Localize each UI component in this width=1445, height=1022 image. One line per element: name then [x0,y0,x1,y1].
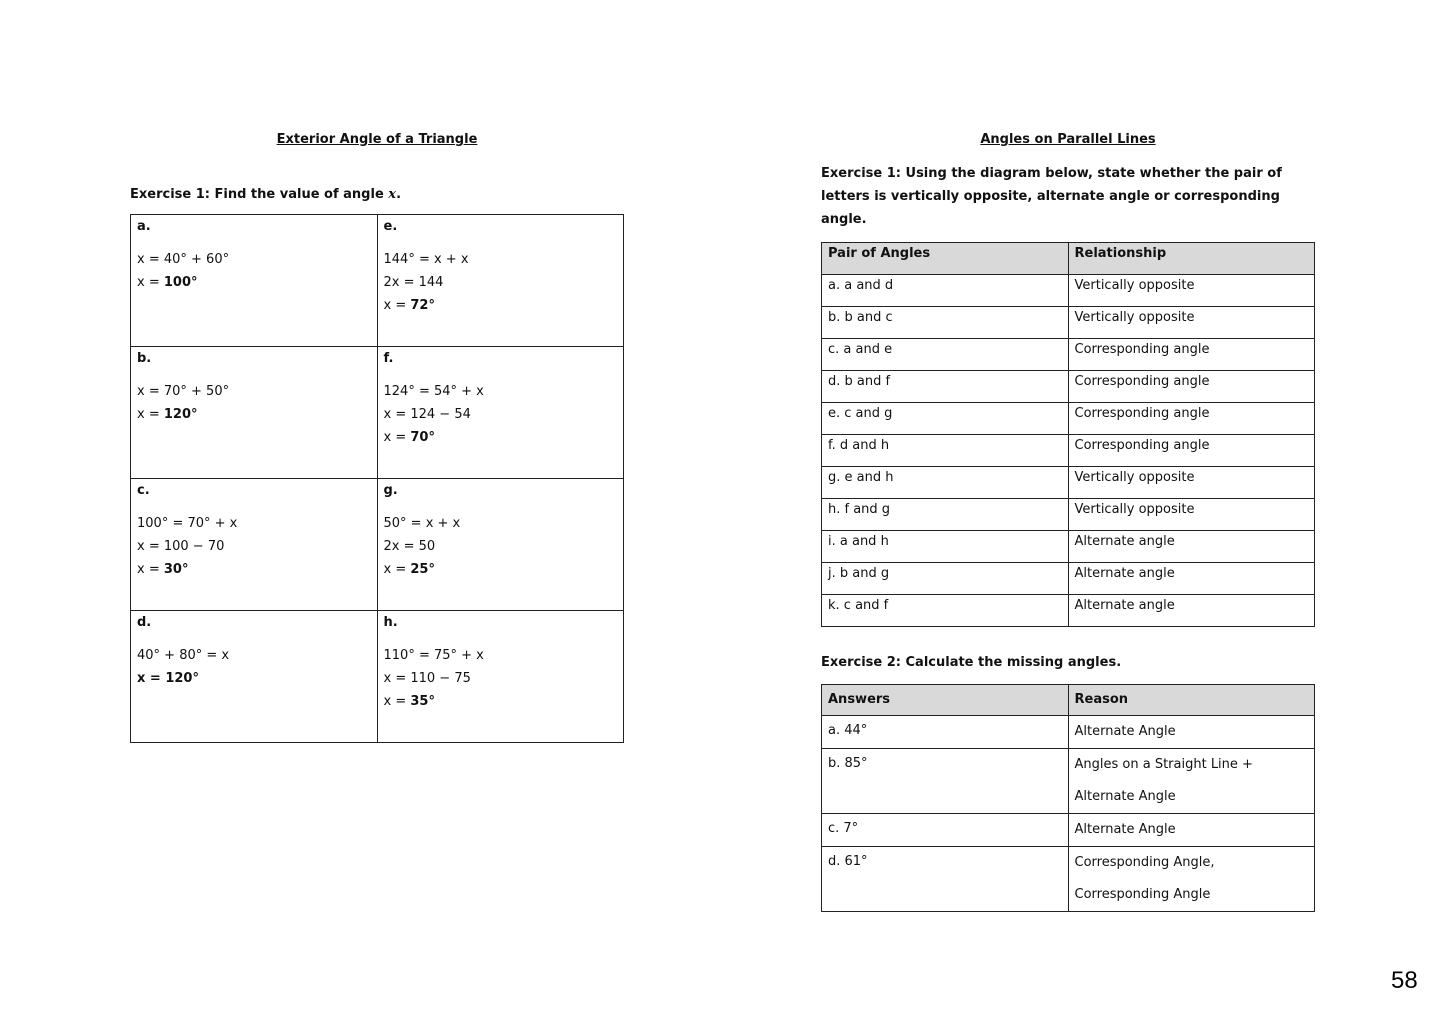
pair-cell: g. e and h [822,467,1069,499]
solution-cell [377,347,624,479]
table-row [822,716,1315,749]
solution-line: 144° = x + x [383,252,469,267]
solution-line: x = 70° + 50° [137,384,230,399]
solution-label: f. [383,351,394,366]
solution-answer: 70° [410,430,435,445]
solution-line [384,690,618,713]
solution-cell [377,611,624,743]
grid-row [131,215,624,347]
solution-answer: 35° [410,694,435,709]
grid-row [131,347,624,479]
reason-cell: Alternate Angle [1068,814,1315,847]
solution-cell [131,479,378,611]
table-row [822,307,1315,339]
solution-answer: 30° [163,562,189,577]
pair-cell: i. a and h [822,531,1069,563]
solution-line [384,558,618,581]
pair-cell: d. b and f [822,371,1069,403]
solution-cell [131,611,378,743]
solution-line: 50° = x + x [383,516,461,531]
solution-cell [377,215,624,347]
solution-line: x = 124 − 54 [383,407,471,422]
solution-label: e. [383,219,398,234]
table-row [822,749,1315,814]
answer-cell: b. 85° [822,749,1069,814]
solution-prefix: x = [383,298,411,313]
table-header-row [822,243,1315,275]
column-header: Relationship [1068,243,1315,275]
missing-angles-table [821,684,1315,912]
pair-cell: a. a and d [822,275,1069,307]
solution-line [384,426,618,449]
solution-cell [131,347,378,479]
pair-cell: h. f and g [822,499,1069,531]
solution-label: d. [137,615,152,630]
solution-line: x = 100 − 70 [137,539,225,554]
reason-cell: Angles on a Straight Line + Alternate Angle [1068,749,1315,814]
pair-cell: k. c and f [822,595,1069,627]
solution-prefix: x = [383,562,411,577]
solution-line [137,271,371,294]
grid-row [131,479,624,611]
solution-prefix: x = [137,275,164,290]
angle-relationship-table [821,242,1315,627]
solution-line: 124° = 54° + x [383,384,484,399]
column-header: Reason [1068,685,1315,716]
table-row [822,595,1315,627]
table-header-row [822,685,1315,716]
solution-line: x = 110 − 75 [383,671,471,686]
reason-cell: Alternate Angle [1068,716,1315,749]
pair-cell: c. a and e [822,339,1069,371]
solution-answer: 72° [410,298,435,313]
solution-line [384,294,618,317]
pair-cell: e. c and g [822,403,1069,435]
table-row [822,435,1315,467]
pair-cell: f. d and h [822,435,1069,467]
solution-line: x = 40° + 60° [137,252,230,267]
left-page-title: Exterior Angle of a Triangle [276,132,478,147]
left-exercise1-instruction: Exercise 1: Find the value of angle x. [130,187,402,202]
solution-line: 2x = 144 [383,275,444,290]
relationship-cell: Vertically opposite [1068,499,1315,531]
solution-answer: 100° [163,275,198,290]
answer-cell: a. 44° [822,716,1069,749]
right-page-title: Angles on Parallel Lines [980,132,1156,147]
table-row [822,403,1315,435]
table-row [822,371,1315,403]
table-row [822,531,1315,563]
reason-cell: Corresponding Angle, Corresponding Angle [1068,847,1315,912]
solution-cell [131,215,378,347]
solution-line [137,667,371,690]
solution-line: 100° = 70° + x [137,516,238,531]
solution-cell [377,479,624,611]
relationship-cell: Corresponding angle [1068,339,1315,371]
table-row [822,339,1315,371]
solution-line [137,558,371,581]
solution-label: a. [137,219,151,234]
table-row [822,499,1315,531]
solution-label: g. [383,483,398,498]
right-exercise2-instruction: Exercise 2: Calculate the missing angles. [821,655,1122,670]
solution-prefix: x = [383,430,411,445]
page-number: 58 [1391,967,1418,994]
table-row [822,814,1315,847]
solution-line: 2x = 50 [383,539,436,554]
answer-cell: c. 7° [822,814,1069,847]
solution-answer: x = 120° [137,671,199,686]
table-row [822,275,1315,307]
table-row [822,563,1315,595]
solution-prefix: x = [137,562,164,577]
left-page [130,131,624,743]
solution-label: b. [137,351,152,366]
relationship-cell: Corresponding angle [1068,403,1315,435]
relationship-cell: Corresponding angle [1068,435,1315,467]
answer-cell: d. 61° [822,847,1069,912]
solution-prefix: x = [383,694,411,709]
grid-row [131,611,624,743]
column-header: Pair of Angles [822,243,1069,275]
pair-cell: j. b and g [822,563,1069,595]
solution-line: 110° = 75° + x [383,648,484,663]
column-header: Answers [822,685,1069,716]
solution-prefix: x = [137,407,164,422]
solution-label: c. [137,483,150,498]
pair-cell: b. b and c [822,307,1069,339]
solution-line [137,403,371,426]
table-row [822,847,1315,912]
right-exercise1-instruction: Exercise 1: Using the diagram below, state whether the pair of letters is vertically opposite, alternate angle or corresponding angle. [821,166,1282,227]
right-page [821,131,1315,912]
relationship-cell: Vertically opposite [1068,275,1315,307]
solution-answer: 25° [410,562,435,577]
solution-answer: 120° [163,407,198,422]
solution-label: h. [383,615,398,630]
relationship-cell: Alternate angle [1068,531,1315,563]
table-row [822,467,1315,499]
relationship-cell: Alternate angle [1068,563,1315,595]
relationship-cell: Alternate angle [1068,595,1315,627]
exterior-angle-table [130,214,624,743]
relationship-cell: Vertically opposite [1068,467,1315,499]
relationship-cell: Vertically opposite [1068,307,1315,339]
relationship-cell: Corresponding angle [1068,371,1315,403]
solution-line: 40° + 80° = x [137,648,230,663]
